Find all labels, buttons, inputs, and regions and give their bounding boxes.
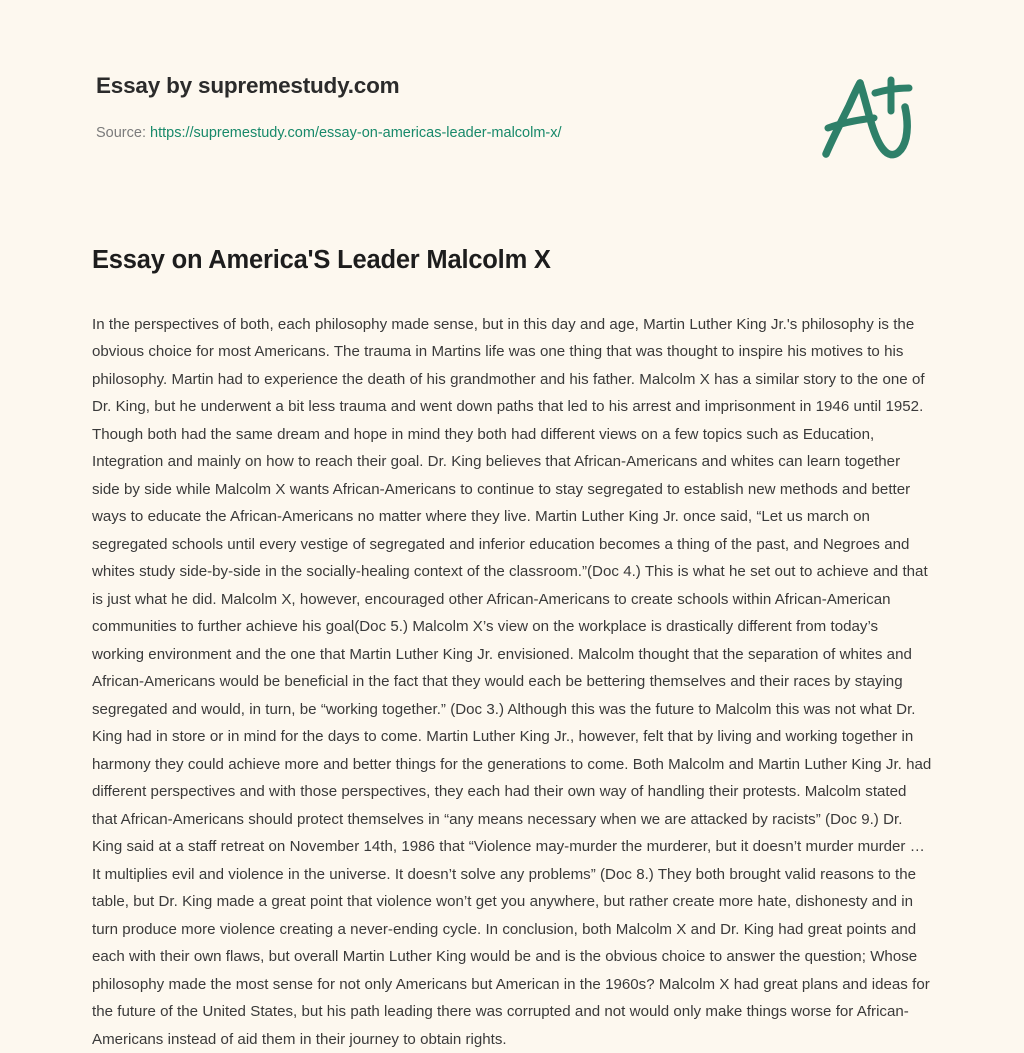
a-plus-logo bbox=[812, 66, 924, 170]
article-paragraph: In the perspectives of both, each philosophy made sense, but in this day and age, Martin Luther King Jr.'s philosophy is the obvious choice for most Americans. The trauma in Martins life was one thing that was thought to inspire his motives to his philosophy. Martin had to experience the death of his grandmother and his father. Malcolm X has a similar story to the one of Dr. King, but he underwent a bit less trauma and went down paths that led to his arrest and imprisonment in 1946 until 1952. Though both had the same dream and hope in mind they both had different views on a few topics such as Education, Integration and mainly on how to reach their goal. Dr. King believes that African-Americans and whites can learn together side by side while Malcolm X wants African-Americans to continue to stay segregated to establish new methods and better ways to educate the African-Americans no matter where they live. Martin Luther King Jr. once said, “Let us march on segregated schools until every vestige of segregated and inferior education becomes a thing of the past, and Negroes and whites study side-by-side in the socially-healing context of the classroom.”(Doc 4.) This is what he set out to achieve and that is just what he did. Malcolm X, however, encouraged other African-Americans to create schools within African-American communities to further achieve his goal(Doc 5.) Malcolm X’s view on the workplace is drastically different from today’s working environment and the one that Martin Luther King Jr. envisioned. Malcolm thought that the separation of whites and African-Americans would be beneficial in the fact that they would each be bettering themselves and their races by staying segregated and would, in turn, be “working together.” (Doc 3.) Although this was the future to Malcolm this was not what Dr. King had in store or in mind for the days to come. Martin Luther King Jr., however, felt that by living and working together in harmony they could achieve more and better things for the generations to come. Both Malcolm and Martin Luther King Jr. had different perspectives and with those perspectives, they each had their own way of handling their protests. Malcolm stated that African-Americans should protect themselves in “any means necessary when we are attacked by racists” (Doc 9.) Dr. King said at a staff retreat on November 14th, 1986 that “Violence may-murder the murderer, but it doesn’t murder murder … It multiplies evil and violence in the universe. It doesn’t solve any problems” (Doc 8.) They both brought valid reasons to the table, but Dr. King made a great point that violence won’t get you anywhere, but rather create more hate, dishonesty and in turn produce more violence creating a never-ending cycle. In conclusion, both Malcolm X and Dr. King had great points and each with their own flaws, but overall Martin Luther King would be and is the obvious choice to answer the question; Whose philosophy made the most sense for not only Americans but American in the 1960s? Malcolm X had great plans and ideas for the future of the United States, but his path leading there was corrupted and not would only make things worse for African-Americans instead of aid them in their journey to obtain rights. bbox=[92, 315, 932, 1048]
byline: Essay by supremestudy.com bbox=[96, 73, 400, 98]
article bbox=[92, 236, 932, 1053]
page-title: Essay on America'S Leader Malcolm X bbox=[92, 246, 551, 274]
source-label: Source: bbox=[96, 125, 146, 141]
source-url-link[interactable]: https://supremestudy.com/essay-on-americas-leader-malcolm-x/ bbox=[150, 125, 562, 141]
source-line bbox=[96, 124, 562, 143]
page-header bbox=[0, 0, 1024, 200]
article-body bbox=[92, 311, 932, 1053]
a-plus-logo-icon bbox=[812, 66, 924, 170]
